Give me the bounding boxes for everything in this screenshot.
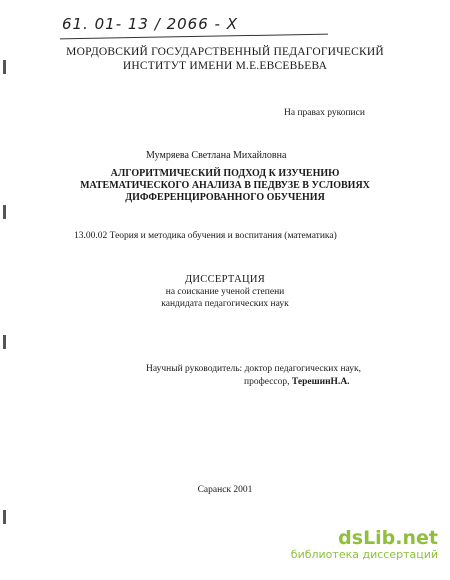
scan-margin-mark	[3, 205, 6, 219]
dissertation-degree-line-2: кандидата педагогических наук	[161, 299, 289, 309]
dslib-logo: dsLib.net	[338, 527, 438, 549]
dslib-caption: библиотека диссертаций	[290, 548, 438, 561]
supervisor-name: ТерешинН.А.	[291, 377, 350, 387]
rights-note: На правах рукописи	[284, 108, 365, 118]
title-line-1: АЛГОРИТМИЧЕСКИЙ ПОДХОД К ИЗУЧЕНИЮ	[110, 168, 340, 179]
scan-margin-mark	[3, 60, 6, 74]
handwritten-underline	[60, 34, 328, 40]
dslib-watermark	[291, 528, 438, 562]
dissertation-degree-line-1: на соискание ученой степени	[165, 287, 285, 297]
supervisor-line-2	[244, 377, 350, 387]
specialty-code: 13.00.02 Теория и методика обучения и воспитания (математика)	[74, 231, 337, 241]
dissertation-heading: ДИССЕРТАЦИЯ	[184, 274, 266, 285]
handwritten-archive-number: 61. 01- 13 / 2066 - X	[62, 15, 238, 33]
scan-margin-mark	[3, 510, 6, 524]
supervisor-line-1: Научный руководитель: доктор педагогических наук,	[146, 364, 361, 374]
title-line-2: МАТЕМАТИЧЕСКОГО АНАЛИЗА В ПЕДВУЗЕ В УСЛОВИЯХ	[80, 180, 370, 191]
supervisor-title: профессор,	[244, 377, 290, 387]
institution-line-1: МОРДОВСКИЙ ГОСУДАРСТВЕННЫЙ ПЕДАГОГИЧЕСКИЙ	[66, 46, 384, 58]
city-year: Саранск 2001	[197, 485, 253, 495]
author-name: Мумряева Светлана Михайловна	[146, 150, 287, 161]
title-line-3: ДИФФЕРЕНЦИРОВАННОГО ОБУЧЕНИЯ	[125, 192, 325, 203]
institution-line-2: ИНСТИТУТ ИМЕНИ М.Е.ЕВСЕВЬЕВА	[122, 60, 328, 72]
scan-margin-mark	[3, 335, 6, 349]
